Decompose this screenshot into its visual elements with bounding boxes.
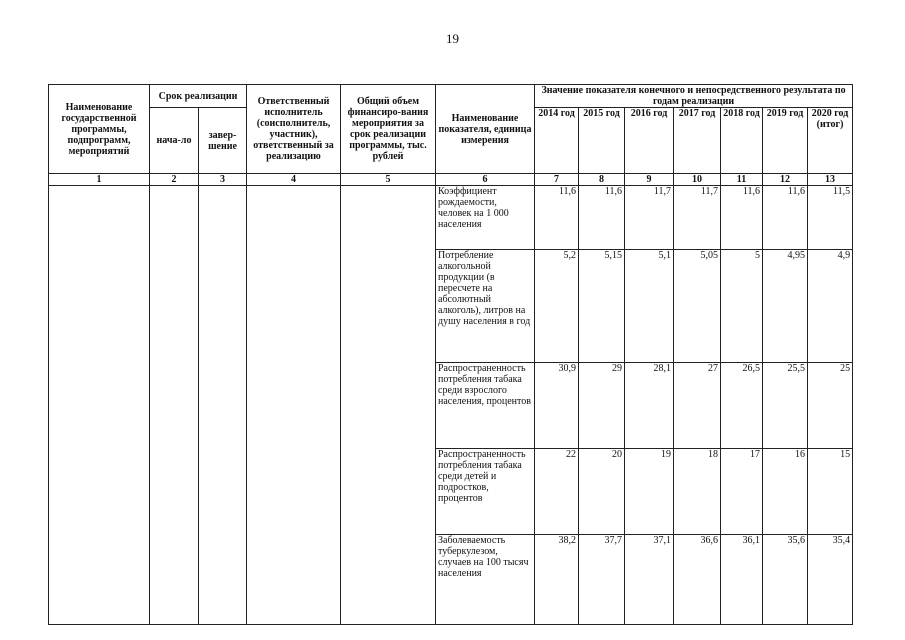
value-cell: 5 xyxy=(721,250,763,363)
indicator-name: Распространенность потребления табака среди детей и подростков, процентов xyxy=(436,449,535,535)
value-cell: 11,5 xyxy=(808,186,853,250)
value-cell: 11,6 xyxy=(535,186,579,250)
header-year: 2019 год xyxy=(763,108,808,174)
column-number: 2 xyxy=(150,174,199,186)
column-number: 7 xyxy=(535,174,579,186)
value-cell: 18 xyxy=(674,449,721,535)
value-cell: 25,5 xyxy=(763,363,808,449)
value-cell: 36,1 xyxy=(721,535,763,625)
end-cell xyxy=(199,186,247,625)
column-number: 1 xyxy=(49,174,150,186)
value-cell: 5,15 xyxy=(579,250,625,363)
indicator-name: Коэффициент рождаемости, человек на 1 000 населения xyxy=(436,186,535,250)
value-cell: 17 xyxy=(721,449,763,535)
value-cell: 11,6 xyxy=(763,186,808,250)
value-cell: 15 xyxy=(808,449,853,535)
start-cell xyxy=(150,186,199,625)
value-cell: 30,9 xyxy=(535,363,579,449)
value-cell: 26,5 xyxy=(721,363,763,449)
header-funding: Общий объем финансиро-вания мероприятия за срок реализации программы, тыс. рублей xyxy=(341,85,436,174)
column-number: 8 xyxy=(579,174,625,186)
value-cell: 37,7 xyxy=(579,535,625,625)
value-cell: 4,9 xyxy=(808,250,853,363)
column-number: 10 xyxy=(674,174,721,186)
value-cell: 4,95 xyxy=(763,250,808,363)
value-cell: 11,6 xyxy=(721,186,763,250)
value-cell: 5,2 xyxy=(535,250,579,363)
value-cell: 11,6 xyxy=(579,186,625,250)
page-number: 19 xyxy=(446,31,459,46)
header-year: 2017 год xyxy=(674,108,721,174)
header-indicator: Наименование показателя, единица измерения xyxy=(436,85,535,174)
column-number: 13 xyxy=(808,174,853,186)
value-cell: 16 xyxy=(763,449,808,535)
value-cell: 38,2 xyxy=(535,535,579,625)
funding-cell xyxy=(341,186,436,625)
responsible-cell xyxy=(247,186,341,625)
value-cell: 29 xyxy=(579,363,625,449)
table-row xyxy=(49,186,853,250)
value-cell: 22 xyxy=(535,449,579,535)
value-cell: 35,6 xyxy=(763,535,808,625)
column-number: 3 xyxy=(199,174,247,186)
value-cell: 5,05 xyxy=(674,250,721,363)
value-cell: 27 xyxy=(674,363,721,449)
program-name-cell xyxy=(49,186,150,625)
column-number: 5 xyxy=(341,174,436,186)
indicator-name: Заболеваемость туберкулезом, случаев на 100 тысяч населения xyxy=(436,535,535,625)
header-year: 2015 год xyxy=(579,108,625,174)
indicator-name: Потребление алкогольной продукции (в пересчете на абсолютный алкоголь), литров на душу населения в год xyxy=(436,250,535,363)
header-values: Значение показателя конечного и непосредственного результата по годам реализации xyxy=(535,85,853,108)
value-cell: 37,1 xyxy=(625,535,674,625)
value-cell: 35,4 xyxy=(808,535,853,625)
value-cell: 25 xyxy=(808,363,853,449)
column-number: 11 xyxy=(721,174,763,186)
column-number: 4 xyxy=(247,174,341,186)
header-year: 2016 год xyxy=(625,108,674,174)
indicators-table xyxy=(48,84,853,625)
header-responsible: Ответственный исполнитель (соисполнитель, участник), ответственный за реализацию xyxy=(247,85,341,174)
value-cell: 5,1 xyxy=(625,250,674,363)
value-cell: 28,1 xyxy=(625,363,674,449)
column-number: 9 xyxy=(625,174,674,186)
column-number: 12 xyxy=(763,174,808,186)
header-year: 2014 год xyxy=(535,108,579,174)
header-term: Срок реализации xyxy=(150,85,247,108)
indicator-name: Распространенность потребления табака среди взрослого населения, процентов xyxy=(436,363,535,449)
value-cell: 36,6 xyxy=(674,535,721,625)
header-year: 2018 год xyxy=(721,108,763,174)
column-number: 6 xyxy=(436,174,535,186)
header-start: нача-ло xyxy=(150,108,199,174)
value-cell: 19 xyxy=(625,449,674,535)
header-program-name: Наименование государственной программы, подпрограмм, мероприятий xyxy=(49,85,150,174)
value-cell: 11,7 xyxy=(674,186,721,250)
value-cell: 20 xyxy=(579,449,625,535)
header-end: завер-шение xyxy=(199,108,247,174)
value-cell: 11,7 xyxy=(625,186,674,250)
header-year: 2020 год (итог) xyxy=(808,108,853,174)
